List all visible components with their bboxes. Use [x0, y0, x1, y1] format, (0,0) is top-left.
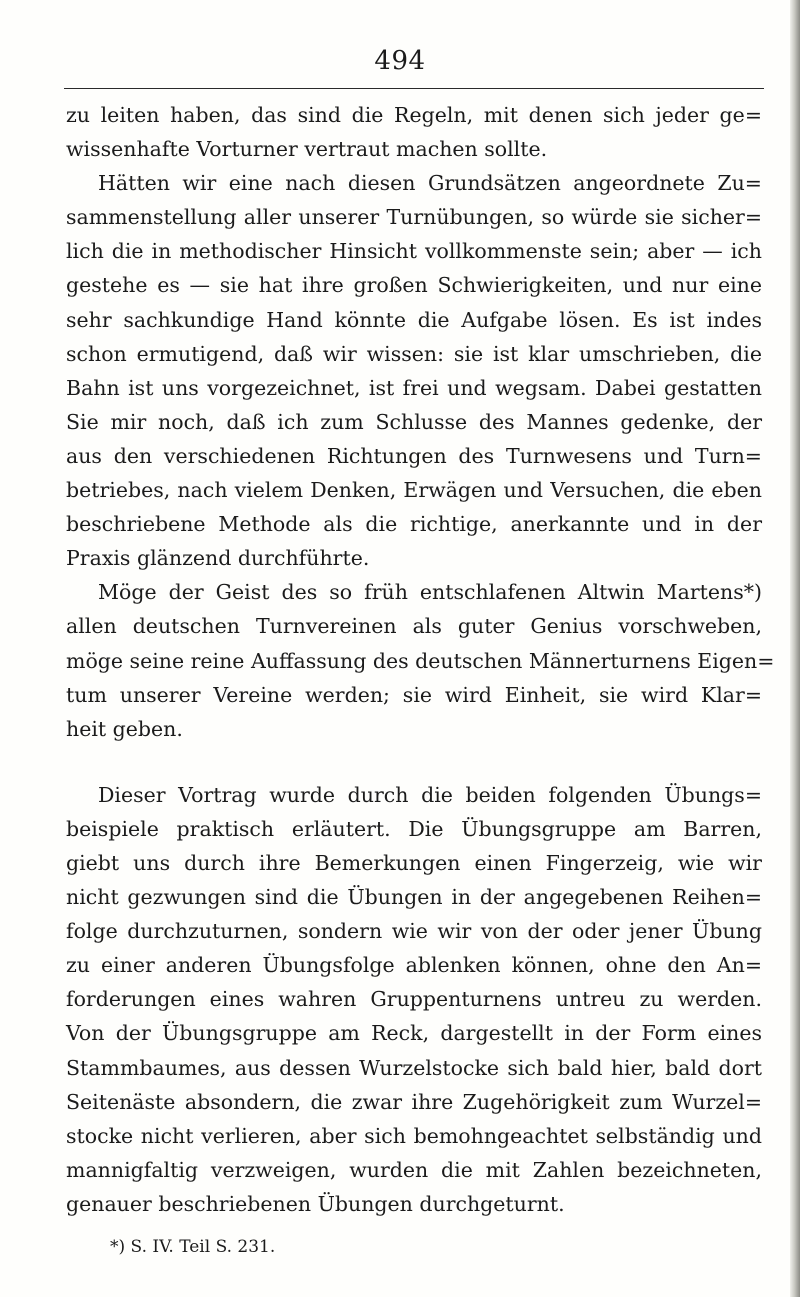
text-line: Stammbaumes, aus dessen Wurzelstocke sich bald hier, bald dort: [66, 1055, 762, 1080]
text-line: sehr sachkundige Hand könnte die Aufgabe lösen. Es ist indes: [66, 307, 762, 332]
text-line: mannigfaltig verzweigen, wurden die mit Zahlen bezeichneten,: [66, 1157, 762, 1182]
text-line: gestehe es — sie hat ihre großen Schwierigkeiten, und nur eine: [66, 273, 762, 298]
body-text: [66, 98, 775, 1221]
footnote: *) S. IV. Teil S. 231.: [110, 1237, 276, 1257]
text-line: Dieser Vortrag wurde durch die beiden folgenden Übungs=: [98, 782, 762, 807]
text-line: aus den verschiedenen Richtungen des Turnwesens und Turn=: [66, 443, 762, 468]
text-line: Sie mir noch, daß ich zum Schlusse des Mannes gedenke, der: [66, 409, 762, 434]
text-line: möge seine reine Auffassung des deutschen Männerturnens Eigen=: [66, 648, 775, 673]
text-line: schon ermutigend, daß wir wissen: sie ist klar umschrieben, die: [66, 341, 762, 366]
text-line: giebt uns durch ihre Bemerkungen einen Fingerzeig, wie wir: [66, 850, 762, 875]
text-line: folge durchzuturnen, sondern wie wir von der oder jener Übung: [66, 919, 762, 944]
text-line: heit geben.: [66, 716, 183, 741]
text-line: zu einer anderen Übungsfolge ablenken können, ohne den An=: [66, 953, 762, 978]
text-line: beschriebene Methode als die richtige, anerkannte und in der: [66, 512, 762, 537]
text-line: Bahn ist uns vorgezeichnet, ist frei und wegsam. Dabei gestatten: [66, 375, 762, 400]
text-line: sammenstellung aller unserer Turnübungen, so würde sie sicher=: [66, 205, 762, 230]
text-line: Hätten wir eine nach diesen Grundsätzen angeordnete Zu=: [98, 171, 762, 196]
page-number: 494: [374, 46, 426, 76]
text-line: zu leiten haben, das sind die Regeln, mit denen sich jeder ge=: [66, 103, 762, 127]
text-line: nicht gezwungen sind die Übungen in der angegebenen Reihen=: [66, 885, 762, 910]
text-line: allen deutschen Turnvereinen als guter Genius vorschweben,: [66, 614, 762, 639]
text-line: Praxis glänzend durchführte.: [66, 546, 370, 571]
text-line: forderungen eines wahren Gruppenturnens untreu zu werden.: [66, 987, 762, 1012]
text-line: Möge der Geist des so früh entschlafenen Altwin Martens*): [98, 580, 762, 605]
text-line: Von der Übungsgruppe am Reck, dargestellt in der Form eines: [66, 1021, 762, 1046]
text-line: wissenhafte Vorturner vertraut machen sollte.: [66, 137, 548, 162]
text-line: beispiele praktisch erläutert. Die Übungsgruppe am Barren,: [66, 816, 762, 841]
header-rule: [64, 88, 764, 89]
text-line: Seitenäste absondern, die zwar ihre Zugehörigkeit zum Wurzel=: [66, 1089, 762, 1114]
text-line: betriebes, nach vielem Denken, Erwägen und Versuchen, die eben: [66, 478, 762, 503]
text-line: genauer beschriebenen Übungen durchgeturnt.: [66, 1191, 565, 1216]
text-line: lich die in methodischer Hinsicht vollkommenste sein; aber — ich: [66, 239, 762, 264]
text-line: stocke nicht verlieren, aber sich bemohngeachtet selbständig und: [66, 1123, 762, 1148]
paragraph-gap: [66, 746, 762, 778]
text-line: tum unserer Vereine werden; sie wird Einheit, sie wird Klar=: [66, 682, 762, 707]
page-edge-shadow: [790, 0, 800, 1297]
